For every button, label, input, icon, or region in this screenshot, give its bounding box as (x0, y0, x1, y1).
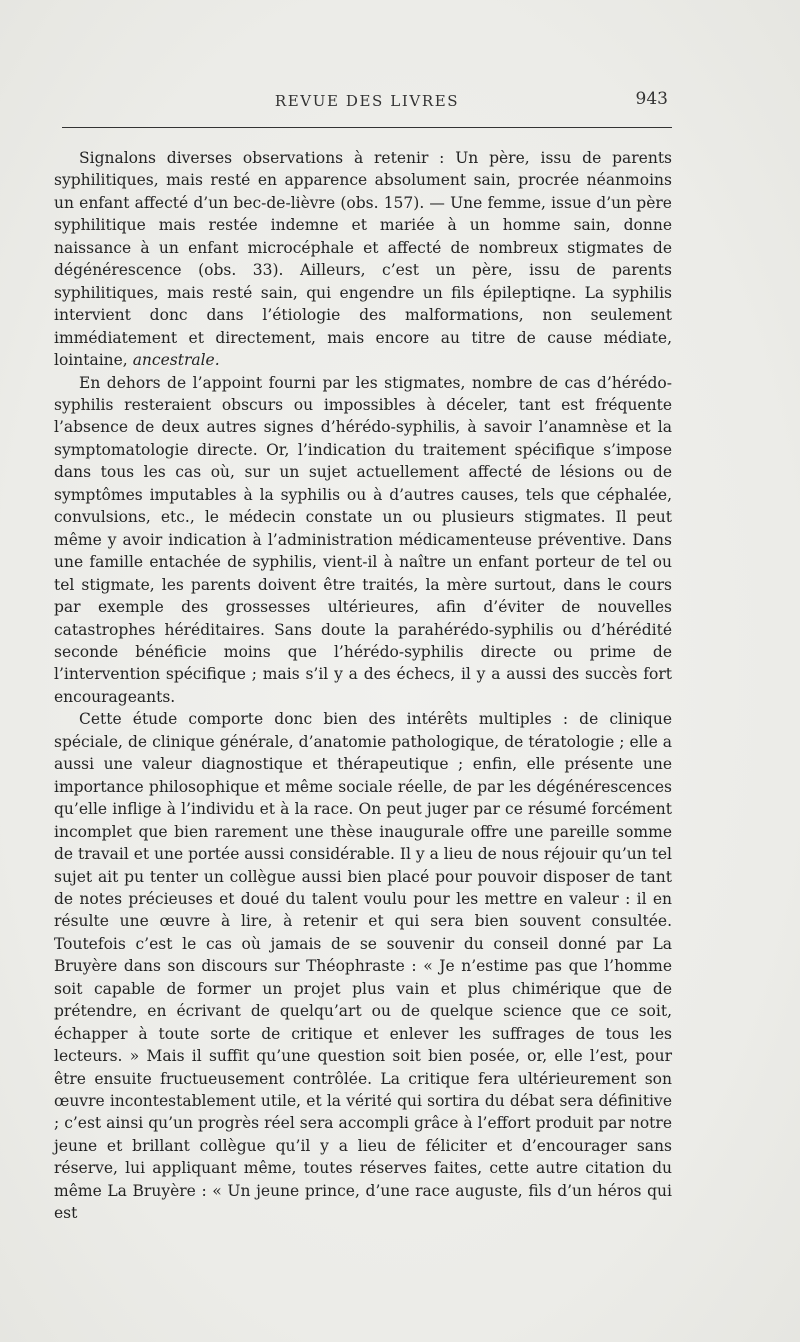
page-header (62, 88, 672, 118)
paragraph-italic-word: ancestrale. (132, 351, 220, 370)
page-number: 943 (635, 89, 668, 109)
paragraph-text: Signalons diverses observations à retenir : Un père, issu de parents syphilitiques, mais resté en apparence absolument sain, procrée néanmoins un enfant affecté d’un bec-de-lièvre (obs. 157). — Une femme, issue d’un père syphilitique mais restée indemne et mariée à un homme sain, donne naissance à un enfant microcéphale et affecté de nombreux stigmates de dégénérescence (obs. 33). Ailleurs, c’est un père, issu de parents syphilitiques, mais resté sain, qui engendre un fils épileptiqne. La syphilis intervient donc dans l’étiologie des malformations, non seulement immédiatement et directement, mais encore au titre de cause médiate, lointaine, (54, 149, 672, 370)
paragraph-observations (54, 147, 672, 372)
paragraph-conclusion (54, 708, 672, 1224)
header-rule (62, 127, 672, 128)
body-text (54, 147, 672, 1225)
paragraph-text: En dehors de l’appoint fourni par les stigmates, nombre de cas d’hérédo-syphilis resteraient obscurs ou impossibles à déceler, tant est fréquente l’absence de deux autres signes d’hérédo-syphilis, à savoir l’anamnèse et la symptomatologie directe. Or, l’indication du traitement spécifique s’impose dans tous les cas où, sur un sujet actuellement affecté de lésions ou de symptômes imputables à la syphilis ou à d’autres causes, tels que céphalée, convulsions, etc., le médecin constate un ou plusieurs stigmates. Il peut même y avoir indication à l’administration médicamenteuse préventive. Dans une famille entachée de syphilis, vient-il à naître un enfant porteur de tel ou tel stigmate, les parents doivent être traités, la mère surtout, dans le cours par exemple des grossesses ultérieures, afin d’éviter de nouvelles catastrophes héréditaires. Sans doute la parahérédo-syphilis ou d’hérédité seconde bénéficie moins que l’hérédo-syphilis directe ou prime de l’intervention spécifique ; mais s’il y a des échecs, il y a aussi des succès fort encourageants. (54, 373, 672, 706)
running-head: REVUE DES LIVRES (274, 92, 460, 110)
paragraph-text: Cette étude comporte donc bien des intérêts multiples : de clinique spéciale, de clinique générale, d’anatomie pathologique, de tératologie ; elle a aussi une valeur diagnostique et thérapeutique ; enfin, elle présente une importance philosophique et même sociale réelle, de par les dégénérescences qu’elle inflige à l’individu et à la race. On peut juger par ce résumé forcément incomplet que bien rarement une thèse inaugurale offre une pareille somme de travail et une portée aussi considérable. Il y a lieu de nous réjouir qu’un tel sujet ait pu tenter un collègue aussi bien placé pour pouvoir disposer de tant de notes précieuses et doué du talent voulu pour les mettre en valeur : il en résulte une œuvre à lire, à retenir et qui sera bien souvent consultée. Toutefois c’est le cas où jamais de se souvenir du conseil donné par La Bruyère dans son discours sur Théophraste : « Je n’estime pas que l’homme soit capable de former un projet plus vain et plus chimérique que de prétendre, en écrivant de quelqu’art ou de quelque science que ce soit, échapper à toute sorte de critique et enlever les suffrages de tous les lecteurs. » Mais il suffit qu’une question soit bien posée, or, elle l’est, pour être ensuite fructueusement contrôlée. La critique fera ultérieurement son œuvre incontestablement utile, et la vérité qui sortira du débat sera définitive ; c’est ainsi qu’un progrès réel sera accompli grâce à l’effort produit par notre jeune et brillant collègue qu’il y a lieu de féliciter et d’encourager sans réserve, lui appliquant même, toutes réserves faites, cette autre citation du même La Bruyère : « Un jeune prince, d’une race auguste, fils d’un héros qui est (54, 710, 673, 1223)
paragraph-stigmates (54, 372, 672, 709)
